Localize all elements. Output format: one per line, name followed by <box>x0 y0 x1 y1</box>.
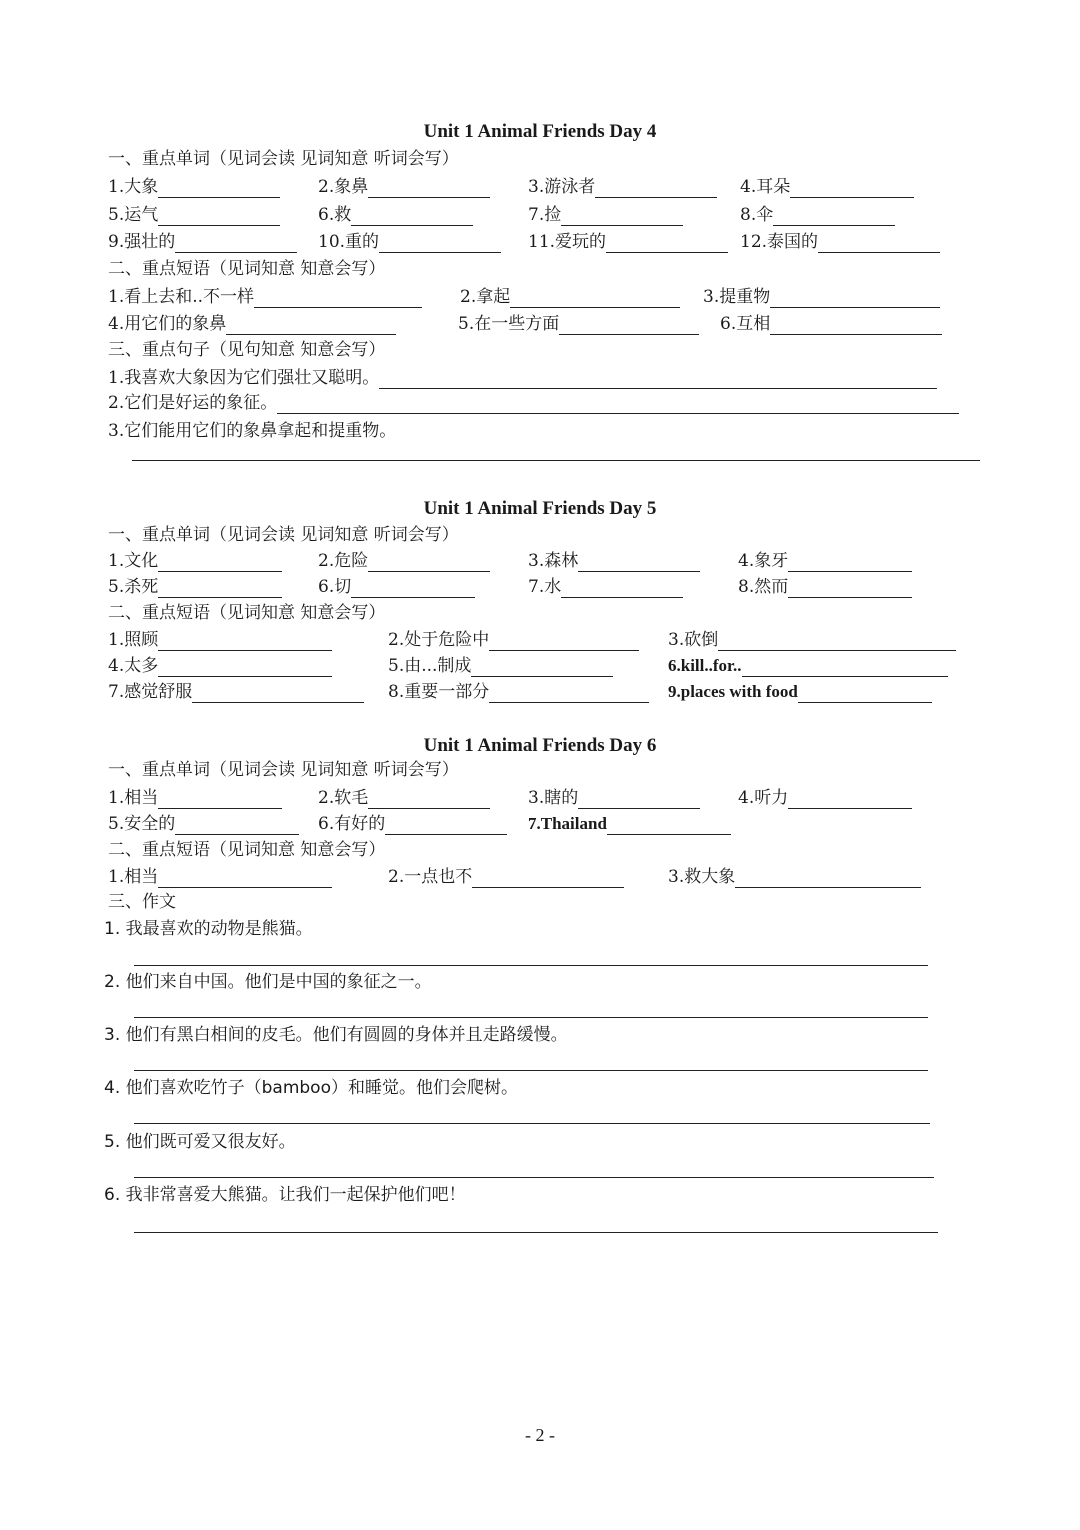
answer-blank[interactable] <box>742 659 948 677</box>
answer-blank[interactable] <box>718 633 956 651</box>
day5-phrase: 4.太多 <box>108 655 332 677</box>
day4-phrase: 1.看上去和..不一样 <box>108 286 422 308</box>
answer-blank[interactable] <box>158 180 280 198</box>
answer-blank[interactable] <box>606 235 728 253</box>
answer-blank[interactable] <box>510 290 680 308</box>
answer-blank[interactable] <box>277 396 959 414</box>
day5-phrase: 5.由...制成 <box>388 655 613 677</box>
day6-word: 1.相当 <box>108 787 282 809</box>
day6-word: 6.有好的 <box>318 813 507 835</box>
answer-blank[interactable] <box>471 659 613 677</box>
day4-sentence: 2.它们是好运的象征。 <box>108 392 959 414</box>
day5-section2-heading: 二、重点短语（见词知意 知意会写） <box>108 603 386 623</box>
answer-blank[interactable] <box>818 235 940 253</box>
writing-line[interactable] <box>134 1232 938 1233</box>
answer-blank[interactable] <box>368 791 490 809</box>
day5-phrase: 6.kill..for.. <box>668 655 948 677</box>
answer-blank[interactable] <box>472 870 624 888</box>
answer-blank[interactable] <box>158 580 282 598</box>
answer-blank[interactable] <box>770 290 940 308</box>
essay-prompt: 3. 他们有黑白相间的皮毛。他们有圆圆的身体并且走路缓慢。 <box>104 1025 568 1045</box>
answer-blank[interactable] <box>368 554 490 572</box>
page-number: - 2 - <box>525 1425 555 1445</box>
answer-blank[interactable] <box>158 870 332 888</box>
day4-word: 4.耳朵 <box>740 176 914 198</box>
essay-prompt: 2. 他们来自中国。他们是中国的象征之一。 <box>104 972 432 992</box>
day4-phrase: 4.用它们的象鼻 <box>108 313 396 335</box>
day4-word: 8.伞 <box>740 204 895 226</box>
answer-blank[interactable] <box>489 633 639 651</box>
answer-blank[interactable] <box>607 817 731 835</box>
day4-phrase: 5.在一些方面 <box>458 313 699 335</box>
writing-line[interactable] <box>134 1123 930 1124</box>
answer-blank[interactable] <box>788 554 912 572</box>
day5-phrase: 2.处于危险中 <box>388 629 639 651</box>
answer-blank[interactable] <box>192 685 364 703</box>
answer-blank[interactable] <box>175 235 297 253</box>
answer-blank[interactable] <box>578 791 700 809</box>
day4-phrase: 2.拿起 <box>460 286 680 308</box>
day5-word: 1.文化 <box>108 550 282 572</box>
day4-word: 9.强壮的 <box>108 231 297 253</box>
day5-phrase: 3.砍倒 <box>668 629 956 651</box>
day6-phrase: 1.相当 <box>108 866 332 888</box>
answer-blank[interactable] <box>578 554 700 572</box>
answer-blank[interactable] <box>561 580 683 598</box>
essay-prompt: 5. 他们既可爱又很友好。 <box>104 1132 296 1152</box>
day4-word: 12.泰国的 <box>740 231 940 253</box>
answer-blank[interactable] <box>379 371 937 389</box>
answer-blank[interactable] <box>351 208 473 226</box>
writing-line[interactable] <box>134 1017 928 1018</box>
day6-word: 7.Thailand <box>528 813 731 835</box>
day6-word: 4.听力 <box>738 787 912 809</box>
day6-section3-heading: 三、作文 <box>108 892 176 912</box>
day5-word: 6.切 <box>318 576 475 598</box>
answer-blank[interactable] <box>351 580 475 598</box>
day5-word: 7.水 <box>528 576 683 598</box>
day4-section1-heading: 一、重点单词（见词会读 见词知意 听词会写） <box>108 149 459 169</box>
day5-phrase: 7.感觉舒服 <box>108 681 364 703</box>
answer-blank[interactable] <box>561 208 683 226</box>
day5-word: 2.危险 <box>318 550 490 572</box>
answer-blank[interactable] <box>788 791 912 809</box>
answer-blank[interactable] <box>158 659 332 677</box>
day4-section3-heading: 三、重点句子（见句知意 知意会写） <box>108 340 386 360</box>
answer-blank[interactable] <box>226 317 396 335</box>
day5-phrase: 1.照顾 <box>108 629 332 651</box>
answer-blank[interactable] <box>773 208 895 226</box>
answer-blank[interactable] <box>770 317 942 335</box>
day4-word: 7.捡 <box>528 204 683 226</box>
essay-prompt: 6. 我非常喜爱大熊猫。让我们一起保护他们吧！ <box>104 1185 466 1205</box>
answer-blank[interactable] <box>158 554 282 572</box>
day5-word: 4.象牙 <box>738 550 912 572</box>
day6-title: Unit 1 Animal Friends Day 6 <box>423 735 657 756</box>
day4-word: 3.游泳者 <box>528 176 717 198</box>
answer-blank[interactable] <box>559 317 699 335</box>
essay-prompt: 4. 他们喜欢吃竹子（bamboo）和睡觉。他们会爬树。 <box>104 1078 518 1098</box>
day5-section1-heading: 一、重点单词（见词会读 见词知意 听词会写） <box>108 525 459 545</box>
day6-phrase: 3.救大象 <box>668 866 921 888</box>
day4-word: 2.象鼻 <box>318 176 490 198</box>
day5-word: 3.森林 <box>528 550 700 572</box>
day6-word: 2.软毛 <box>318 787 490 809</box>
answer-blank[interactable] <box>158 633 332 651</box>
day5-word: 5.杀死 <box>108 576 282 598</box>
day6-word: 3.瞎的 <box>528 787 700 809</box>
day4-phrase: 3.提重物 <box>703 286 940 308</box>
answer-blank[interactable] <box>790 180 914 198</box>
day4-word: 1.大象 <box>108 176 280 198</box>
essay-prompt: 1. 我最喜欢的动物是熊猫。 <box>104 919 313 939</box>
answer-blank[interactable] <box>158 208 280 226</box>
answer-blank[interactable] <box>595 180 717 198</box>
answer-blank[interactable] <box>158 791 282 809</box>
day4-phrase: 6.互相 <box>720 313 942 335</box>
answer-blank[interactable] <box>175 817 299 835</box>
day4-title: Unit 1 Animal Friends Day 4 <box>423 121 657 142</box>
answer-blank[interactable] <box>385 817 507 835</box>
day4-sentence: 1.我喜欢大象因为它们强壮又聪明。 <box>108 367 937 389</box>
day5-title: Unit 1 Animal Friends Day 5 <box>423 498 657 519</box>
writing-line[interactable] <box>132 460 980 461</box>
writing-line[interactable] <box>134 1070 928 1071</box>
day5-phrase: 8.重要一部分 <box>388 681 649 703</box>
day4-word: 11.爱玩的 <box>528 231 728 253</box>
day4-word: 5.运气 <box>108 204 280 226</box>
day6-word: 5.安全的 <box>108 813 299 835</box>
writing-line[interactable] <box>134 965 928 966</box>
day5-word: 8.然而 <box>738 576 912 598</box>
day4-section2-heading: 二、重点短语（见词知意 知意会写） <box>108 259 386 279</box>
writing-line[interactable] <box>134 1177 934 1178</box>
answer-blank[interactable] <box>379 235 501 253</box>
answer-blank[interactable] <box>368 180 490 198</box>
answer-blank[interactable] <box>254 290 422 308</box>
answer-blank[interactable] <box>788 580 912 598</box>
answer-blank[interactable] <box>798 685 932 703</box>
day4-word: 10.重的 <box>318 231 501 253</box>
day5-phrase: 9.places with food <box>668 681 932 703</box>
day4-sentence: 3.它们能用它们的象鼻拿起和提重物。 <box>108 421 397 441</box>
day6-phrase: 2.一点也不 <box>388 866 624 888</box>
answer-blank[interactable] <box>735 870 921 888</box>
answer-blank[interactable] <box>489 685 649 703</box>
day6-section1-heading: 一、重点单词（见词会读 见词知意 听词会写） <box>108 760 459 780</box>
day4-word: 6.救 <box>318 204 473 226</box>
day6-section2-heading: 二、重点短语（见词知意 知意会写） <box>108 840 386 860</box>
